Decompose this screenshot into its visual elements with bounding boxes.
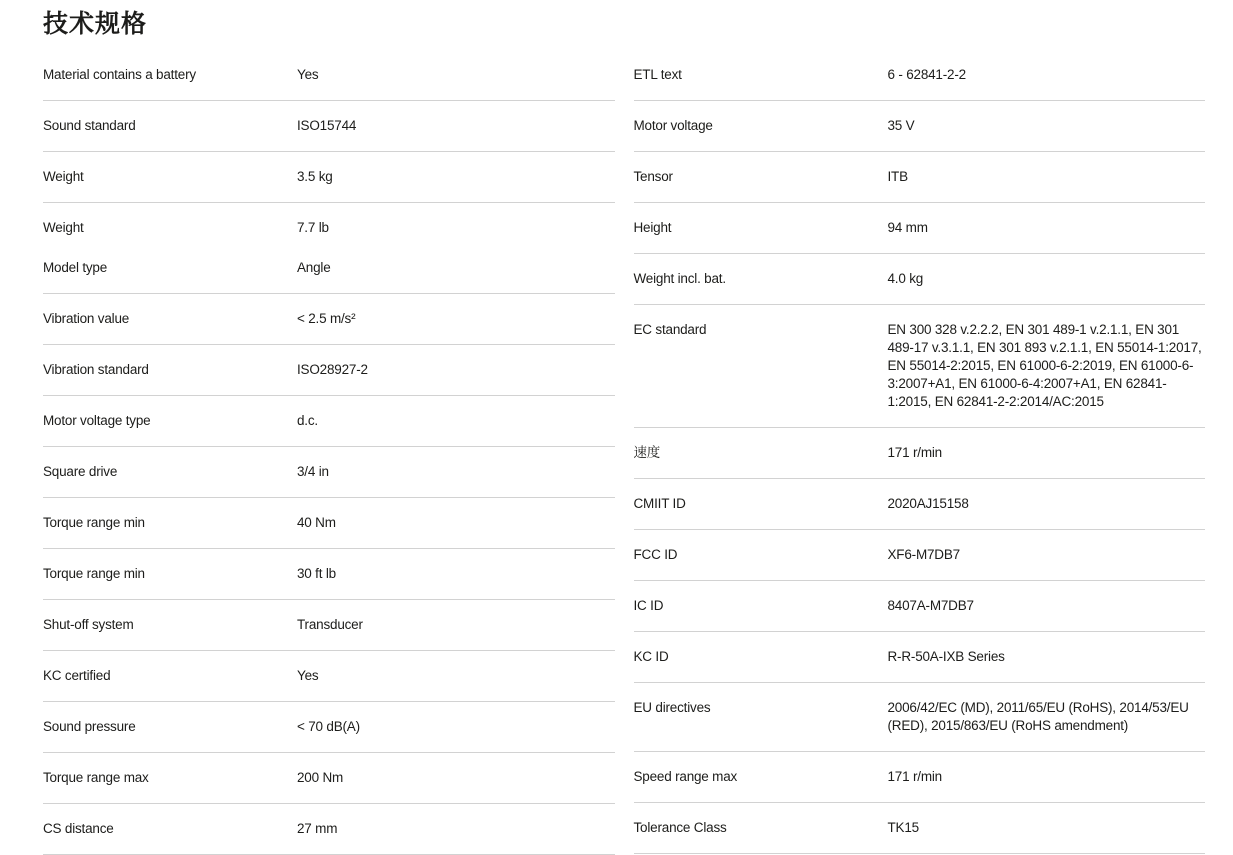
spec-row — [634, 581, 1206, 632]
spec-value: 8407A-M7DB7 — [887, 598, 974, 613]
spec-row — [43, 549, 615, 600]
spec-value: 3.5 kg — [297, 169, 333, 184]
spec-row — [43, 152, 615, 203]
spec-value: EN 300 328 v.2.2.2, EN 301 489-1 v.2.1.1, EN 301 489-17 v.3.1.1, EN 301 893 v.2.1.1, EN 55014-1:2017, EN 55014-2:2015, EN 61000-6-2:2019, EN 61000-6-3:2007+A1, EN 61000-6-4:2007+A1, EN 62841-1:2015, EN 62841-2-2:2014/AC:2015 — [887, 322, 1202, 409]
spec-row — [43, 396, 615, 447]
spec-pair — [43, 66, 615, 84]
spec-label: Model type — [43, 260, 108, 275]
spec-row — [43, 753, 615, 804]
spec-row — [43, 498, 615, 549]
spec-row — [634, 683, 1206, 752]
spec-row — [43, 50, 615, 101]
spec-row — [634, 152, 1206, 203]
spec-pair — [43, 259, 615, 277]
spec-value: d.c. — [297, 413, 318, 428]
spec-pair — [43, 667, 615, 685]
spec-value: TK15 — [887, 820, 919, 835]
spec-value: XF6-M7DB7 — [887, 547, 960, 562]
page-title: 技术规格 — [43, 10, 148, 38]
spec-value: Angle — [297, 260, 331, 275]
spec-value: 40 Nm — [297, 515, 336, 530]
spec-row — [634, 632, 1206, 683]
spec-pair — [43, 412, 615, 430]
spec-table-left — [43, 50, 615, 855]
spec-value: < 70 dB(A) — [297, 719, 360, 734]
spec-value: Yes — [297, 67, 319, 82]
spec-row — [43, 345, 615, 396]
spec-label: IC ID — [633, 598, 664, 613]
spec-value: Transducer — [297, 617, 363, 632]
spec-label: Torque range max — [43, 770, 149, 785]
spec-label: Weight — [43, 220, 84, 235]
spec-label: Speed range max — [633, 769, 738, 784]
spec-value: 30 ft lb — [297, 566, 336, 581]
spec-pair — [43, 616, 615, 634]
spec-label: Motor voltage type — [43, 413, 151, 428]
spec-value: 171 r/min — [887, 445, 942, 460]
spec-label: Tolerance Class — [633, 820, 727, 835]
spec-label: Weight incl. bat. — [633, 271, 726, 286]
spec-label: CS distance — [43, 821, 114, 836]
spec-pair — [43, 168, 615, 186]
spec-pair — [43, 361, 615, 379]
spec-value: 7.7 lb — [297, 220, 329, 235]
spec-row — [43, 101, 615, 152]
spec-row — [634, 530, 1206, 581]
spec-value: 3/4 in — [297, 464, 329, 479]
spec-label: Material contains a battery — [43, 67, 196, 82]
spec-pair — [634, 66, 1206, 84]
spec-row — [43, 294, 615, 345]
spec-label: Torque range min — [43, 515, 145, 530]
spec-pair — [634, 444, 1206, 462]
spec-row — [634, 101, 1206, 152]
spec-pair — [43, 310, 615, 328]
spec-value: ISO15744 — [297, 118, 357, 133]
spec-value: < 2.5 m/s² — [297, 311, 356, 326]
spec-row — [634, 803, 1206, 854]
spec-columns — [43, 50, 1205, 855]
spec-pair — [634, 768, 1206, 786]
spec-pair — [43, 565, 615, 583]
spec-row — [43, 804, 615, 855]
spec-label: Motor voltage — [633, 118, 713, 133]
spec-pair — [43, 718, 615, 736]
spec-value: ISO28927-2 — [297, 362, 368, 377]
spec-label: Vibration value — [43, 311, 130, 326]
spec-value: 4.0 kg — [887, 271, 924, 286]
spec-row — [634, 254, 1206, 305]
spec-label: Sound pressure — [43, 719, 136, 734]
spec-value: 171 r/min — [887, 769, 942, 784]
spec-label: Square drive — [43, 464, 118, 479]
spec-row — [634, 479, 1206, 530]
spec-value: R-R-50A-IXB Series — [887, 649, 1005, 664]
spec-label: Tensor — [633, 169, 673, 184]
spec-row — [43, 600, 615, 651]
spec-row — [43, 702, 615, 753]
spec-pair — [634, 168, 1206, 186]
spec-row — [43, 203, 615, 294]
spec-row — [634, 428, 1206, 479]
spec-label: Shut-off system — [43, 617, 134, 632]
spec-pair — [43, 117, 615, 135]
spec-pair — [43, 463, 615, 481]
spec-pair — [43, 514, 615, 532]
spec-pair — [634, 321, 1206, 411]
spec-label: EU directives — [633, 700, 711, 715]
spec-value: 2020AJ15158 — [887, 496, 969, 511]
spec-pair — [43, 219, 615, 237]
spec-label: Height — [633, 220, 672, 235]
spec-label: ETL text — [633, 67, 682, 82]
spec-label: CMIIT ID — [633, 496, 686, 511]
spec-table-right — [634, 50, 1206, 855]
spec-pair — [634, 546, 1206, 564]
spec-pair — [634, 219, 1206, 237]
spec-value: Yes — [297, 668, 319, 683]
spec-value: 94 mm — [887, 220, 928, 235]
spec-label: Weight — [43, 169, 84, 184]
spec-row — [43, 447, 615, 498]
spec-label: FCC ID — [633, 547, 678, 562]
spec-pair — [634, 648, 1206, 666]
spec-value: ITB — [887, 169, 908, 184]
spec-pair — [634, 117, 1206, 135]
spec-label: Sound standard — [43, 118, 136, 133]
spec-pair — [634, 699, 1206, 735]
spec-row — [634, 50, 1206, 101]
spec-pair — [43, 769, 615, 787]
spec-pair — [634, 495, 1206, 513]
spec-value: 200 Nm — [297, 770, 344, 785]
spec-label: KC certified — [43, 668, 111, 683]
spec-value: 35 V — [887, 118, 915, 133]
spec-label: EC standard — [633, 322, 707, 337]
spec-label: KC ID — [633, 649, 669, 664]
spec-label: 速度 — [633, 445, 661, 460]
spec-label: Vibration standard — [43, 362, 149, 377]
spec-pair — [43, 820, 615, 838]
spec-row — [634, 305, 1206, 428]
spec-pair — [634, 819, 1206, 837]
spec-row — [634, 203, 1206, 254]
spec-row — [43, 651, 615, 702]
spec-value: 27 mm — [297, 821, 338, 836]
spec-label: Torque range min — [43, 566, 145, 581]
spec-value: 2006/42/EC (MD), 2011/65/EU (RoHS), 2014/53/EU (RED), 2015/863/EU (RoHS amendment) — [887, 700, 1189, 733]
spec-pair — [634, 270, 1206, 288]
spec-pair — [634, 597, 1206, 615]
spec-value: 6 - 62841-2-2 — [887, 67, 966, 82]
spec-row — [634, 752, 1206, 803]
